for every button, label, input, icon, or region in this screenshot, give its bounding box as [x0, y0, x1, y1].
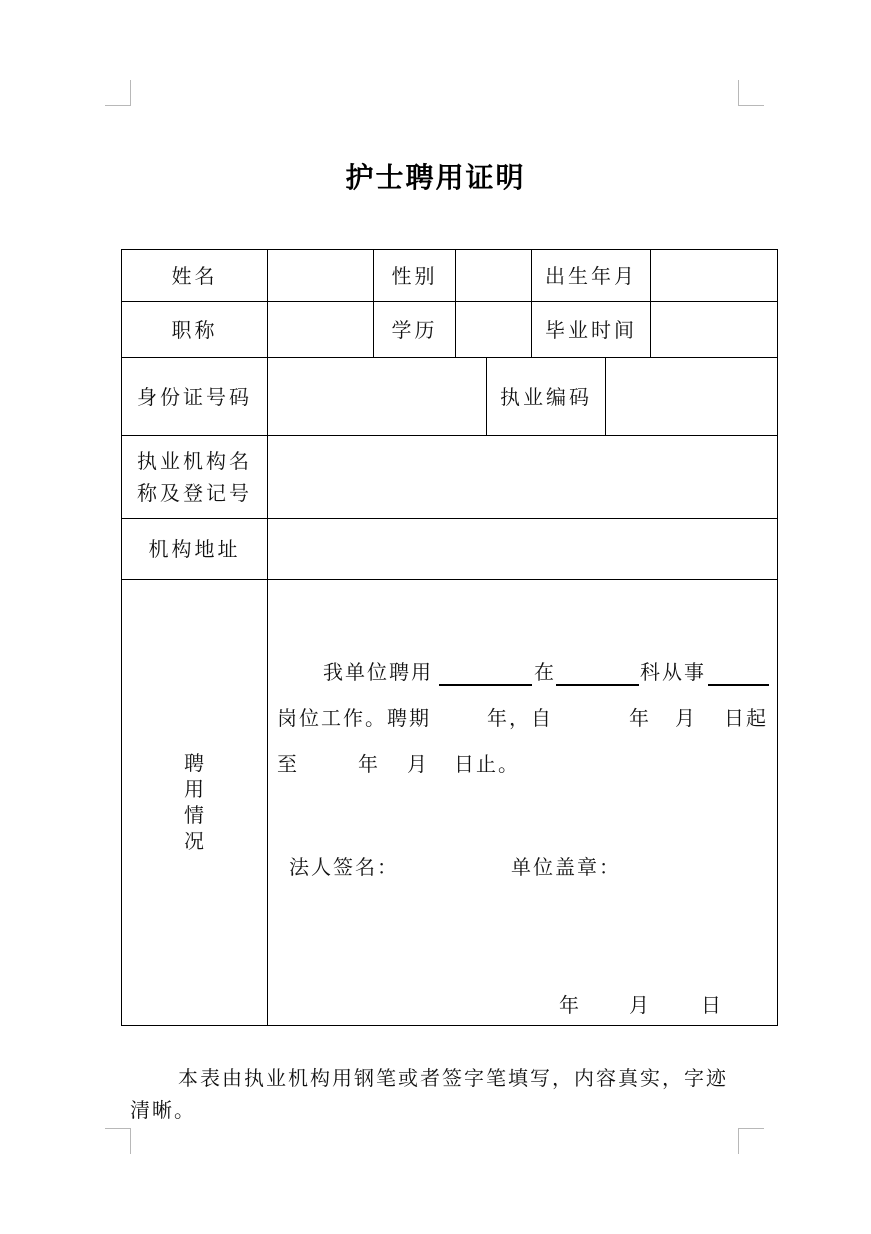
license-code-field[interactable]	[606, 358, 777, 435]
institution-label-line1: 执业机构名	[137, 449, 252, 473]
title-field[interactable]	[268, 302, 373, 357]
gender-field[interactable]	[456, 250, 531, 301]
institution-label	[122, 436, 267, 518]
id-number-label: 身份证号码	[137, 384, 252, 409]
nurse-name-blank[interactable]	[439, 684, 532, 686]
title-label: 职称	[171, 317, 218, 342]
employment-label-char: 用	[184, 777, 204, 801]
unit-seal-label: 单位盖章：	[511, 855, 621, 879]
employment-text: 至	[277, 752, 297, 776]
crop-mark-top-left	[105, 80, 131, 106]
employment-text: 年，自	[487, 706, 553, 730]
license-code-label: 执业编码	[500, 384, 592, 409]
birth-field[interactable]	[651, 250, 777, 301]
employment-status-label	[179, 750, 209, 854]
date-month-label: 月	[629, 993, 649, 1017]
name-field[interactable]	[268, 250, 373, 301]
document-title: 护士聘用证明	[345, 161, 526, 194]
name-label: 姓名	[171, 263, 218, 288]
employment-text: 日止。	[454, 752, 520, 776]
legal-rep-signature-label: 法人签名：	[289, 855, 399, 879]
id-number-field[interactable]	[268, 358, 486, 435]
employment-label-char: 聘	[184, 751, 204, 775]
graduation-field[interactable]	[651, 302, 777, 357]
employment-text: 我单位聘用	[323, 660, 433, 684]
employment-text: 月	[675, 706, 695, 730]
position-blank[interactable]	[708, 684, 769, 686]
education-field[interactable]	[456, 302, 531, 357]
instruction-note: 本表由执业机构用钢笔或者签字笔填写，内容真实，字迹清晰。	[130, 1066, 728, 1122]
institution-label-line2: 称及登记号	[137, 481, 252, 505]
employment-label-char: 况	[184, 829, 204, 853]
crop-mark-top-right	[738, 80, 764, 106]
education-label: 学历	[391, 317, 438, 342]
birth-label: 出生年月	[545, 263, 637, 288]
department-blank[interactable]	[556, 684, 639, 686]
institution-field[interactable]	[268, 436, 777, 518]
crop-mark-bottom-right	[738, 1128, 764, 1154]
employment-form-table	[121, 249, 778, 1026]
employment-text: 年	[358, 752, 378, 776]
employment-text: 科从事	[640, 660, 706, 684]
crop-mark-bottom-left	[105, 1128, 131, 1154]
employment-label-char: 情	[184, 803, 204, 827]
date-year-label: 年	[559, 993, 579, 1017]
gender-label: 性别	[391, 263, 438, 288]
employment-text: 岗位工作。聘期	[277, 706, 431, 730]
date-day-label: 日	[701, 993, 721, 1017]
employment-text: 在	[534, 660, 554, 684]
address-field[interactable]	[268, 519, 777, 579]
graduation-label: 毕业时间	[545, 317, 637, 342]
address-label: 机构地址	[148, 537, 241, 561]
employment-text: 年	[629, 706, 649, 730]
employment-text: 日起	[724, 706, 768, 730]
employment-text: 月	[407, 752, 427, 776]
